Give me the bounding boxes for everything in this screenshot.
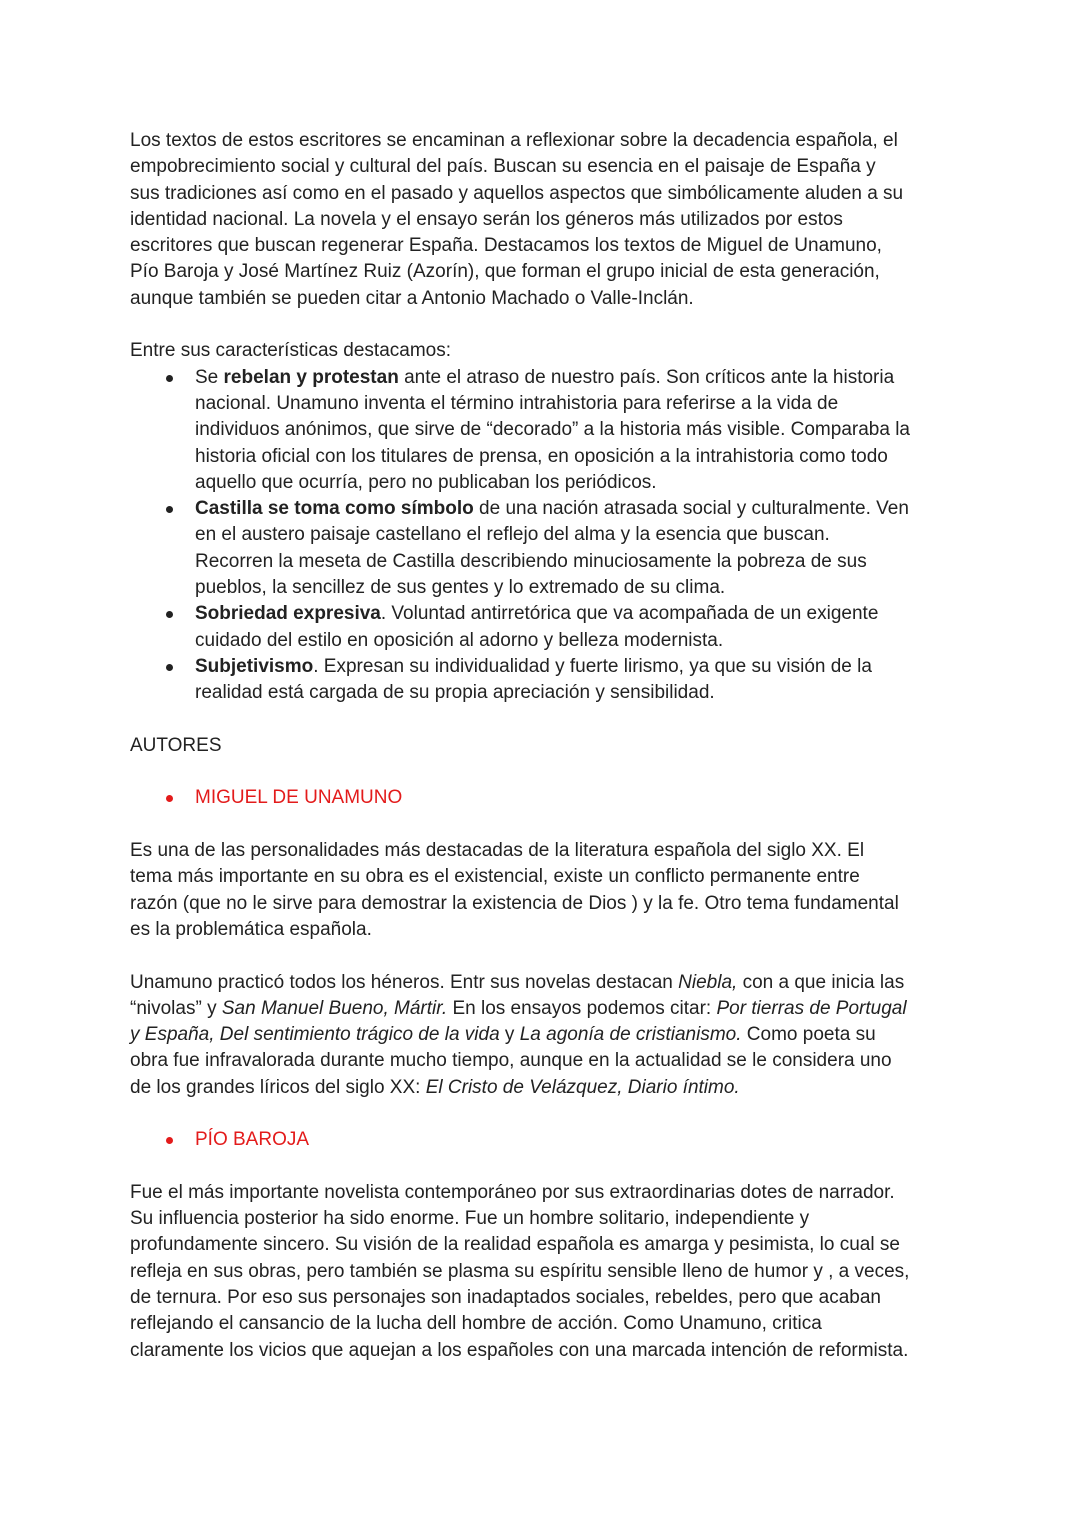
bold-term: Sobriedad expresiva	[195, 603, 381, 625]
author-heading-baroja: PÍO BAROJA	[130, 1127, 960, 1153]
document-page	[130, 128, 960, 1364]
bold-term: Subjetivismo	[195, 655, 314, 677]
feature-item-subjetivismo: Subjetivismo. Expresan su individualidad y fuerte lirismo, ya que su visión de la realidad está cargada de su propia apreciación y sensibilidad.	[195, 654, 960, 707]
text-line: identidad nacional. La novela y el ensayo serán los géneros más utilizados por estos	[130, 208, 843, 230]
paragraph-gap	[130, 1101, 960, 1127]
features-heading: Entre sus características destacamos:	[130, 340, 452, 362]
text-line: Los textos de estos escritores se encaminan a reflexionar sobre la decadencia española, el	[130, 130, 898, 151]
text-line: sus tradiciones así como en el pasado y aquellos aspectos que simbólicamente aluden a su	[130, 182, 904, 204]
bullet-dot	[166, 1137, 173, 1144]
authors-heading: AUTORES	[130, 734, 222, 756]
italic-title: Por tierras de Portugal	[716, 997, 907, 1019]
text-line: escritores que buscan regenerar España. Destacamos los textos de Miguel de Unamuno,	[130, 235, 882, 257]
features-list	[130, 365, 960, 707]
italic-title: y España, Del sentimiento trágico de la vida	[130, 1024, 500, 1046]
paragraph-gap	[130, 1154, 960, 1180]
paragraph-gap	[130, 707, 960, 733]
paragraph-gap	[130, 759, 960, 785]
italic-title: San Manuel Bueno, Mártir.	[221, 997, 448, 1019]
baroja-paragraph-1: Fue el más importante novelista contemporáneo por sus extraordinarias dotes de narrador. Su influencia posterior ha sido enorme. Fue un hombre solitario, independiente y profundamente sincero. Su visión de la realidad española es amarga y pesimista, lo cual se refleja en sus obras, pero también se plasma su espíritu sensible lleno de humor y , a veces, de ternura. Por eso sus personajes son inadaptados sociales, rebeldes, pero que acaban reflejando el cansancio de la lucha dell hombre de acción. Como Unamuno, critica claramente los vicios que aquejan a los españoles con una marcada intención de reformista.	[130, 1181, 910, 1361]
italic-title: Niebla,	[678, 971, 738, 993]
text-line: Pío Baroja y José Martínez Ruiz (Azorín), que forman el grupo inicial de esta generación,	[130, 261, 880, 283]
feature-item-sobriedad: Sobriedad expresiva. Voluntad antirretórica que va acompañada de un exigente cuidado del estilo en oposición al adorno y belleza modernista.	[195, 601, 960, 654]
author-heading-unamuno: MIGUEL DE UNAMUNO	[130, 785, 960, 811]
bold-term: Castilla se toma como símbolo	[195, 498, 474, 520]
bold-term: rebelan y protestan	[223, 366, 399, 388]
italic-title: El Cristo de Velázquez, Diario íntimo.	[425, 1076, 740, 1098]
intro-paragraph	[130, 128, 960, 312]
paragraph-gap	[130, 312, 960, 338]
italic-title: La agonía de cristianismo.	[519, 1024, 742, 1046]
feature-item-rebelion: Se rebelan y protestan ante el atraso de nuestro país. Son críticos ante la historia nacional. Unamuno inventa el término intrahistoria para referirse a la vida de individuos anónimos, que sirve de “decorado” a la historia más visible. Comparaba la historia oficial con los titulares de prensa, en oposición a la intrahistoria como todo aquello que ocurría, pero no publicaban los periódicos.	[195, 365, 960, 496]
text-line: aunque también se pueden citar a Antonio Machado o Valle-Inclán.	[130, 287, 694, 309]
text-line: empobrecimiento social y cultural del país. Buscan su esencia en el paisaje de España y	[130, 156, 876, 178]
bullet-dot	[166, 795, 173, 802]
paragraph-gap	[130, 812, 960, 838]
unamuno-paragraph-1: Es una de las personalidades más destacadas de la literatura española del siglo XX. El tema más importante en su obra es el existencial, existe un conflicto permanente entre razón (que no le sirve para demostrar la existencia de Dios ) y la fe. Otro tema fundamental es la problemática española.	[130, 840, 899, 940]
paragraph-gap	[130, 943, 960, 969]
unamuno-paragraph-2: Unamuno practicó todos los héneros. Entr sus novelas destacan Niebla, con a que inicia las “nivolas” y San Manuel Bueno, Mártir. En los ensayos podemos citar: Por tierras de Portugal y España, Del sentimiento trágico de la vida y La agonía de cristianismo. Como poeta su obra fue infravalorada durante mucho tiempo, aunque en la actualidad se le considera uno de los grandes líricos del siglo XX: El Cristo de Velázquez, Diario íntimo.	[130, 971, 907, 1098]
feature-item-castilla: Castilla se toma como símbolo de una nación atrasada social y culturalmente. Ven en el austero paisaje castellano el reflejo del alma y la esencia que buscan. Recorren la meseta de Castilla describiendo minuciosamente la pobreza de sus pueblos, la sencillez de sus gentes y lo extremado de su clima.	[195, 496, 960, 601]
